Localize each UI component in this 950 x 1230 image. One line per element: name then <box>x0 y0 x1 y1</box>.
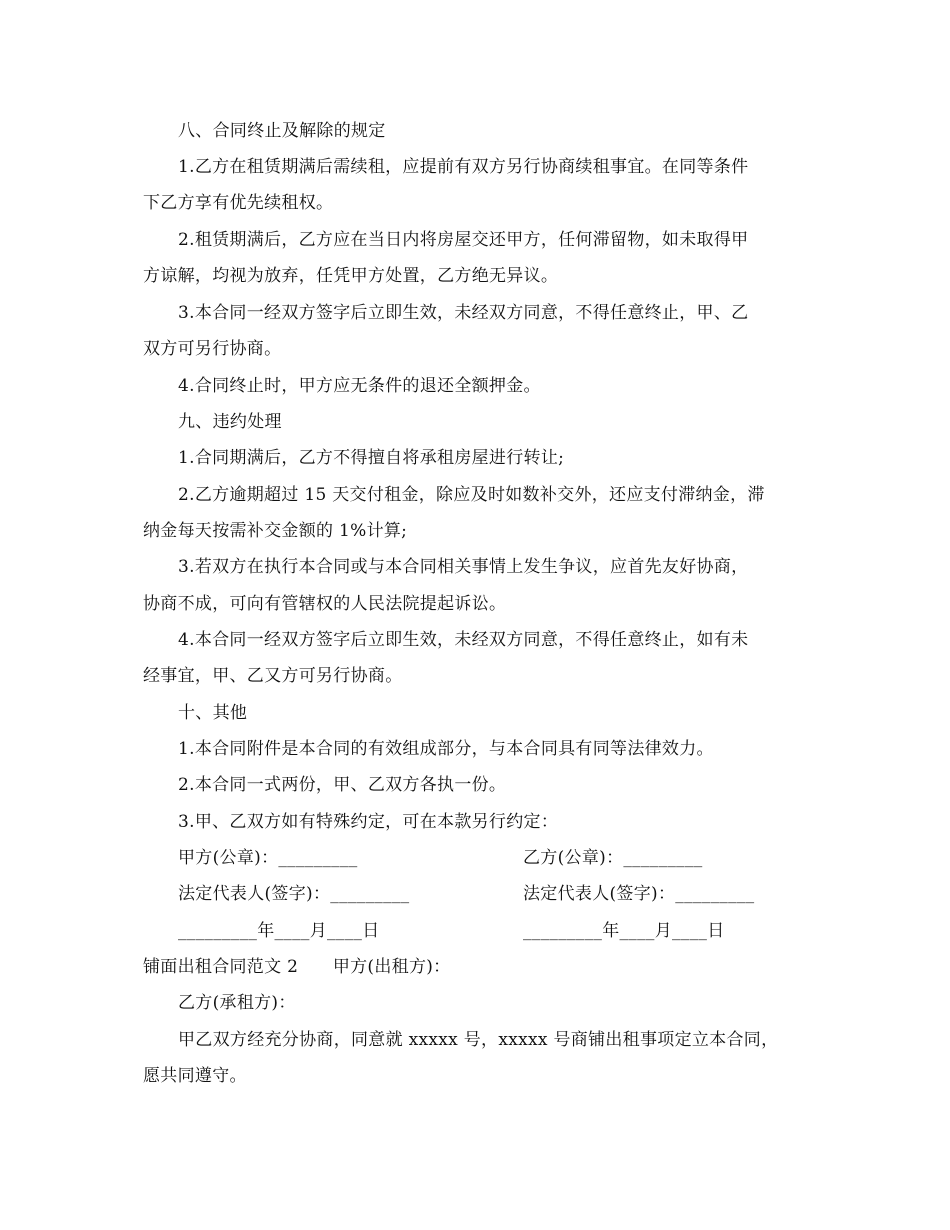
section-8-item-3-line-1: 3.本合同一经双方签字后立即生效，未经双方同意，不得任意终止，甲、乙 <box>178 303 749 323</box>
party-a-representative-line: 法定代表人(签字)：_________ <box>178 884 410 904</box>
section-8-item-4: 4.合同终止时，甲方应无条件的退还全额押金。 <box>178 376 541 396</box>
party-b-date-line: _________年____月____日 <box>523 921 725 941</box>
section-8-item-1-line-1: 1.乙方在租赁期满后需续租，应提前有双方另行协商续租事宜。在同等条件 <box>178 157 749 177</box>
party-a-date-line: _________年____月____日 <box>178 921 380 941</box>
section-9-item-2-line-1: 2.乙方逾期超过 15 天交付租金，除应及时如数补交外，还应支付滞纳金，滞 <box>178 485 765 505</box>
section-8-item-2-line-2: 方谅解，均视为放弃，任凭甲方处置，乙方绝无异议。 <box>143 266 559 286</box>
party-b-seal-line: 乙方(公章)：_________ <box>523 848 703 868</box>
lessee-line: 乙方(承租方)： <box>178 993 296 1013</box>
section-8-item-3-line-2: 双方可另行协商。 <box>143 339 282 359</box>
section-9-item-1: 1.合同期满后，乙方不得擅自将承租房屋进行转让; <box>178 448 565 468</box>
section-10-item-3: 3.甲、乙双方如有特殊约定，可在本款另行约定： <box>178 812 559 832</box>
section-9-item-2-line-2: 纳金每天按需补交金额的 1%计算; <box>143 521 408 541</box>
section-10-item-2: 2.本合同一式两份，甲、乙双方各执一份。 <box>178 775 507 795</box>
sample-2-intro-line-2: 愿共同遵守。 <box>143 1066 247 1086</box>
section-9-item-3-line-1: 3.若双方在执行本合同或与本合同相关事情上发生争议，应首先友好协商， <box>178 557 749 577</box>
party-a-seal-line: 甲方(公章)：_________ <box>178 848 358 868</box>
section-9-item-3-line-2: 协商不成，可向有管辖权的人民法院提起诉讼。 <box>143 594 507 614</box>
sample-2-intro-line-1: 甲乙双方经充分协商，同意就 xxxxx 号，xxxxx 号商铺出租事项定立本合同， <box>178 1030 779 1050</box>
section-8-item-1-line-2: 下乙方享有优先续租权。 <box>143 193 334 213</box>
section-10-heading: 十、其他 <box>178 703 248 723</box>
section-9-item-4-line-2: 经事宜，甲、乙又方可另行协商。 <box>143 666 403 686</box>
sample-2-title-line: 铺面出租合同范文 2 甲方(出租方)： <box>143 957 451 977</box>
section-10-item-1: 1.本合同附件是本合同的有效组成部分，与本合同具有同等法律效力。 <box>178 739 714 759</box>
section-8-heading: 八、合同终止及解除的规定 <box>178 121 386 141</box>
section-9-heading: 九、违约处理 <box>178 412 282 432</box>
section-8-item-2-line-1: 2.租赁期满后，乙方应在当日内将房屋交还甲方，任何滞留物，如未取得甲 <box>178 230 749 250</box>
party-b-representative-line: 法定代表人(签字)：_________ <box>523 884 755 904</box>
section-9-item-4-line-1: 4.本合同一经双方签字后立即生效，未经双方同意，不得任意终止，如有未 <box>178 630 749 650</box>
